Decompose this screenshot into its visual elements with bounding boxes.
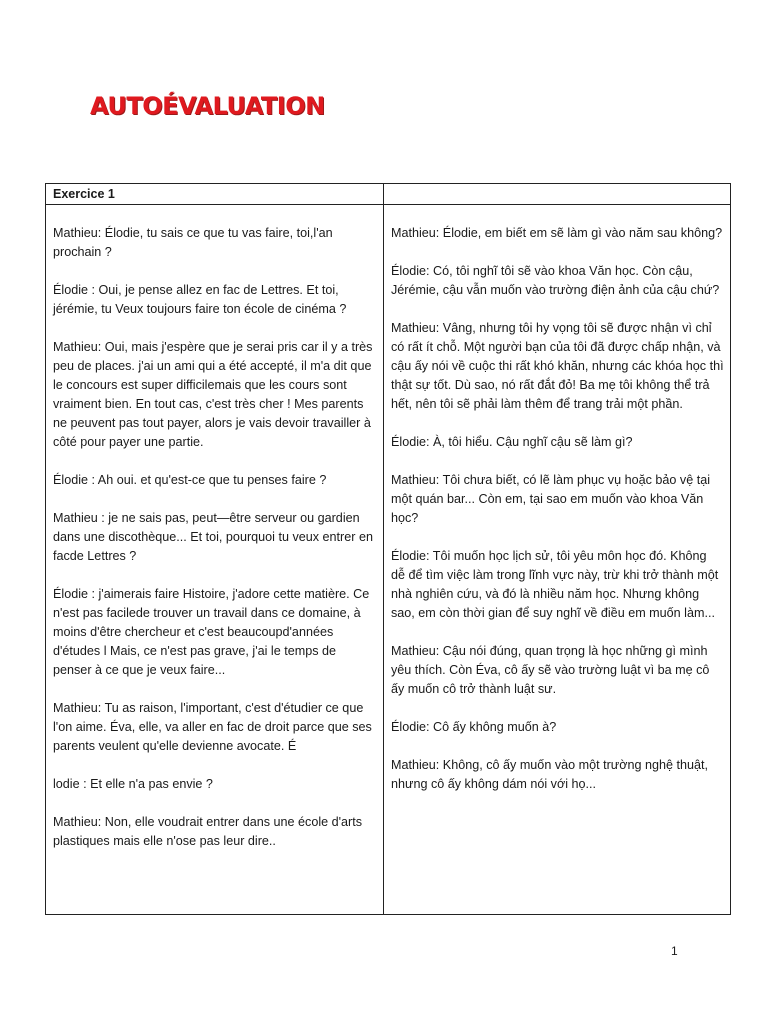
- empty-header-cell: [384, 184, 730, 204]
- exercise-table: [45, 183, 731, 915]
- dialogue-line-vi: Mathieu: Cậu nói đúng, quan trọng là học những gì mình yêu thích. Còn Éva, cô ấy sẽ vào trường luật vì ba mẹ cô ấy muốn cô trở thành luật sư.: [391, 644, 710, 696]
- dialogue-line-fr: lodie : Et elle n'a pas envie ?: [53, 777, 213, 791]
- table-body-row: [46, 205, 730, 914]
- dialogue-line-vi: Mathieu: Vâng, nhưng tôi hy vọng tôi sẽ được nhận vì chỉ có rất ít chỗ. Một người bạn của tôi đã được chấp nhận, và cậu ấy nói về cuộc thi rất khó khăn, nhưng các khóa học thì thật sự tốt. Dù sao, nó rất đắt đỏ! Ba mẹ tôi không thể trả hết, nên tôi sẽ phải làm thêm để trang trải một phần.: [391, 321, 724, 411]
- french-dialogue-column: [46, 205, 384, 914]
- table-header-row: [46, 184, 730, 205]
- dialogue-line-vi: Élodie: À, tôi hiểu. Cậu nghĩ cậu sẽ làm gì?: [391, 435, 633, 449]
- dialogue-line-fr: Élodie : Oui, je pense allez en fac de Lettres. Et toi, jérémie, tu Veux toujours faire ton école de cinéma ?: [53, 283, 347, 316]
- dialogue-line-vi: Mathieu: Élodie, em biết em sẽ làm gì vào năm sau không?: [391, 226, 723, 240]
- dialogue-line-fr: Mathieu: Oui, mais j'espère que je serai pris car il y a très peu de places. j'ai un ami qui a été accepté, il m'a dit que le concours est super difficilemais que les cours sont vraiment bien. En tout cas, c'est très cher ! Mes parents ne peuvent pas tout payer, alors je vais devoir travailler à côté pour payer une partie.: [53, 340, 373, 449]
- document-title: AUTOÉVALUATION: [90, 92, 325, 120]
- dialogue-line-fr: Mathieu: Tu as raison, l'important, c'est d'étudier ce que l'on aime. Éva, elle, va aller en fac de droit parce que ses parents veulent qu'elle devienne avocate. É: [53, 701, 372, 753]
- dialogue-line-fr: Mathieu: Non, elle voudrait entrer dans une école d'arts plastiques mais elle n'ose pas leur dire..: [53, 815, 363, 848]
- dialogue-line-fr: Mathieu: Élodie, tu sais ce que tu vas faire, toi,l'an prochain ?: [53, 226, 333, 259]
- dialogue-line-vi: Élodie: Cô ấy không muốn à?: [391, 720, 557, 734]
- dialogue-line-fr: Élodie : Ah oui. et qu'est-ce que tu penses faire ?: [53, 473, 327, 487]
- dialogue-line-vi: Élodie: Tôi muốn học lịch sử, tôi yêu môn học đó. Không dễ để tìm việc làm trong lĩnh vực này, trừ khi trở thành một nhà nghiên cứu, và đó là nhiều năm học. Nhưng không sao, em còn thời gian để suy nghĩ về điều em muốn làm...: [391, 549, 719, 620]
- exercise-heading: Exercice 1: [46, 184, 384, 204]
- dialogue-line-fr: Mathieu : je ne sais pas, peut—être serveur ou gardien dans une discothèque... Et toi, pourquoi tu veux entrer en facde Lettres ?: [53, 511, 373, 563]
- page-number: 1: [671, 944, 678, 958]
- dialogue-line-vi: Mathieu: Tôi chưa biết, có lẽ làm phục vụ hoặc bảo vệ tại một quán bar... Còn em, tại sao em muốn vào khoa Văn học?: [391, 473, 711, 525]
- dialogue-line-fr: Élodie : j'aimerais faire Histoire, j'adore cette matière. Ce n'est pas facilede trouver un travail dans ce domaine, à moins d'être chercheur et c'est beaucoupd'années d'études l Mais, ce n'est pas grave, j'ai le temps de penser à ce que je veux faire...: [53, 587, 370, 677]
- dialogue-line-vi: Mathieu: Không, cô ấy muốn vào một trường nghệ thuật, nhưng cô ấy không dám nói với họ...: [391, 758, 709, 791]
- vietnamese-translation-column: [384, 205, 730, 914]
- dialogue-line-vi: Élodie: Có, tôi nghĩ tôi sẽ vào khoa Văn học. Còn cậu, Jérémie, cậu vẫn muốn vào trường điện ảnh của cậu chứ?: [391, 264, 720, 297]
